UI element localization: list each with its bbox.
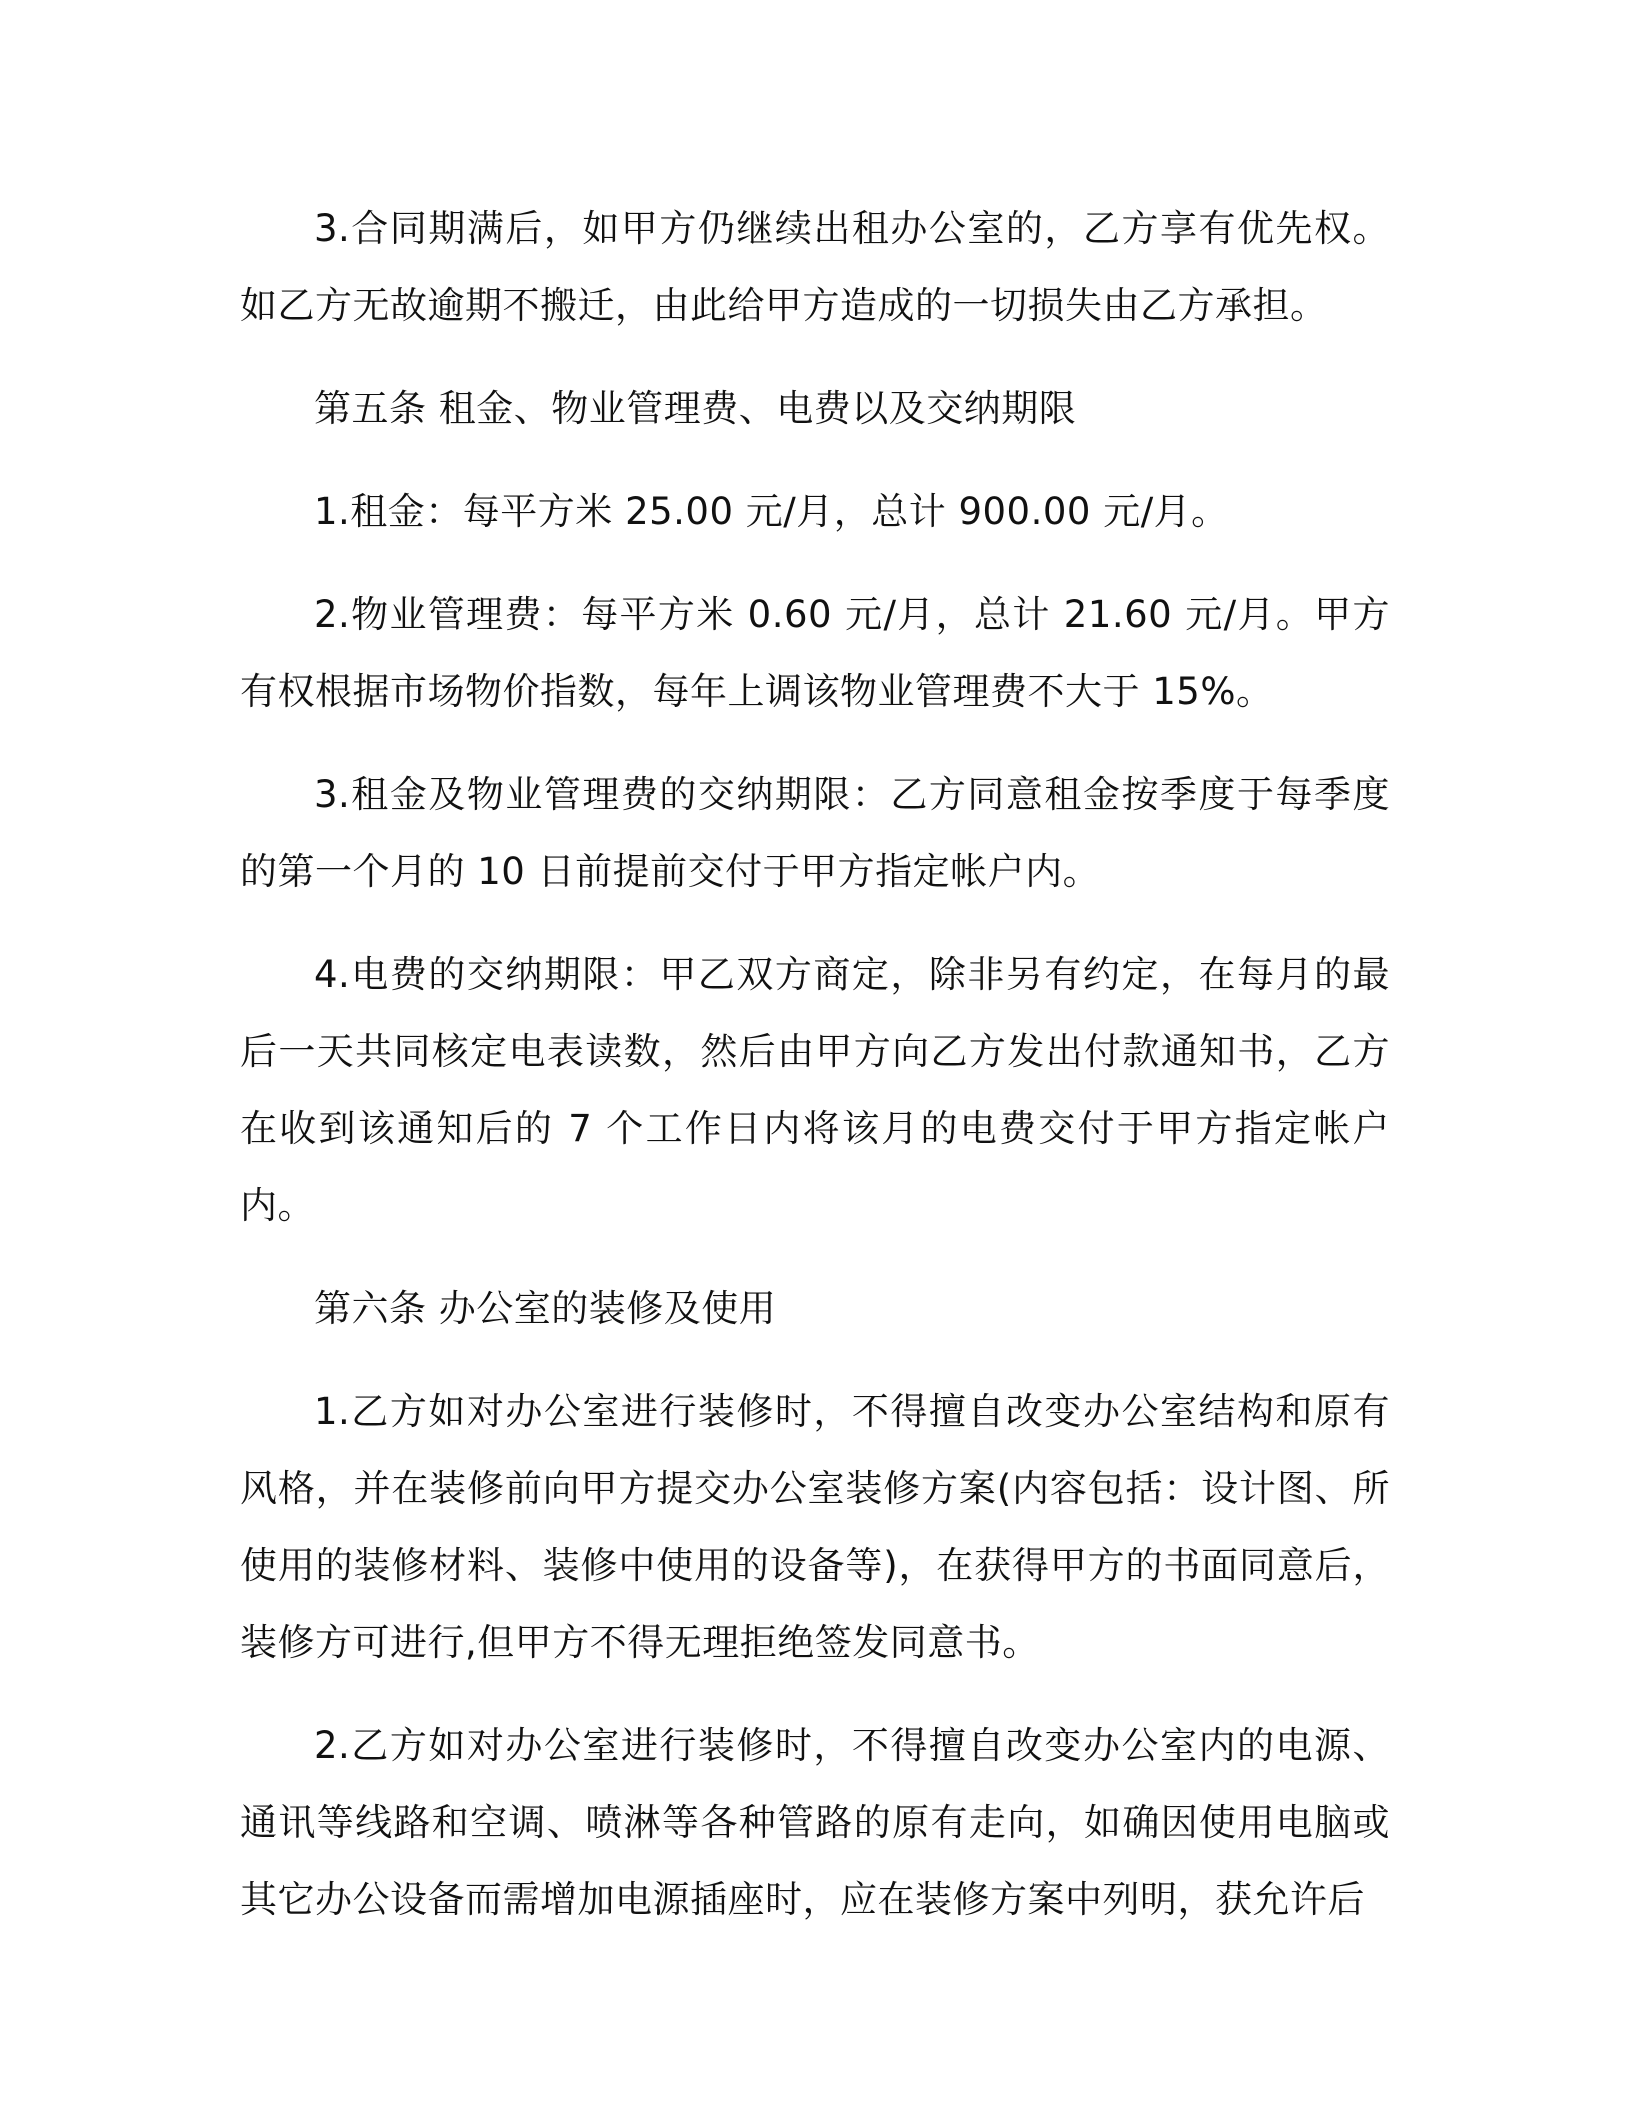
document-page <box>240 190 1390 1964</box>
clause-5-3-payment-deadline-paragraph: 3.租金及物业管理费的交纳期限：乙方同意租金按季度于每季度的第一个月的 10 日前提前交付于甲方指定帐户内。 <box>240 773 1390 893</box>
clause-4-3-paragraph: 3.合同期满后，如甲方仍继续出租办公室的，乙方享有优先权。如乙方无故逾期不搬迁，由此给甲方造成的一切损失由乙方承担。 <box>240 207 1390 327</box>
clause-6-1-renovation-paragraph: 1.乙方如对办公室进行装修时，不得擅自改变办公室结构和原有风格，并在装修前向甲方提交办公室装修方案(内容包括：设计图、所使用的装修材料、装修中使用的设备等)，在获得甲方的书面同意后，装修方可进行,但甲方不得无理拒绝签发同意书。 <box>240 1390 1390 1664</box>
clause-5-1-rent-paragraph: 1.租金：每平方米 25.00 元/月，总计 900.00 元/月。 <box>314 490 1229 533</box>
article-5-heading: 第五条 租金、物业管理费、电费以及交纳期限 <box>314 387 1077 430</box>
clause-6-2-wiring-paragraph: 2.乙方如对办公室进行装修时，不得擅自改变办公室内的电源、通讯等线路和空调、喷淋等各种管路的原有走向，如确因使用电脑或其它办公设备而需增加电源插座时，应在装修方案中列明，获允许后 <box>240 1724 1390 1921</box>
clause-5-2-management-fee-paragraph: 2.物业管理费：每平方米 0.60 元/月，总计 21.60 元/月。甲方有权根据市场物价指数，每年上调该物业管理费不大于 15%。 <box>240 593 1390 713</box>
clause-5-4-electricity-paragraph: 4.电费的交纳期限：甲乙双方商定，除非另有约定，在每月的最后一天共同核定电表读数，然后由甲方向乙方发出付款通知书，乙方在收到该通知后的 7 个工作日内将该月的电费交付于甲方指定帐户内。 <box>240 953 1390 1227</box>
article-6-heading: 第六条 办公室的装修及使用 <box>314 1287 777 1330</box>
